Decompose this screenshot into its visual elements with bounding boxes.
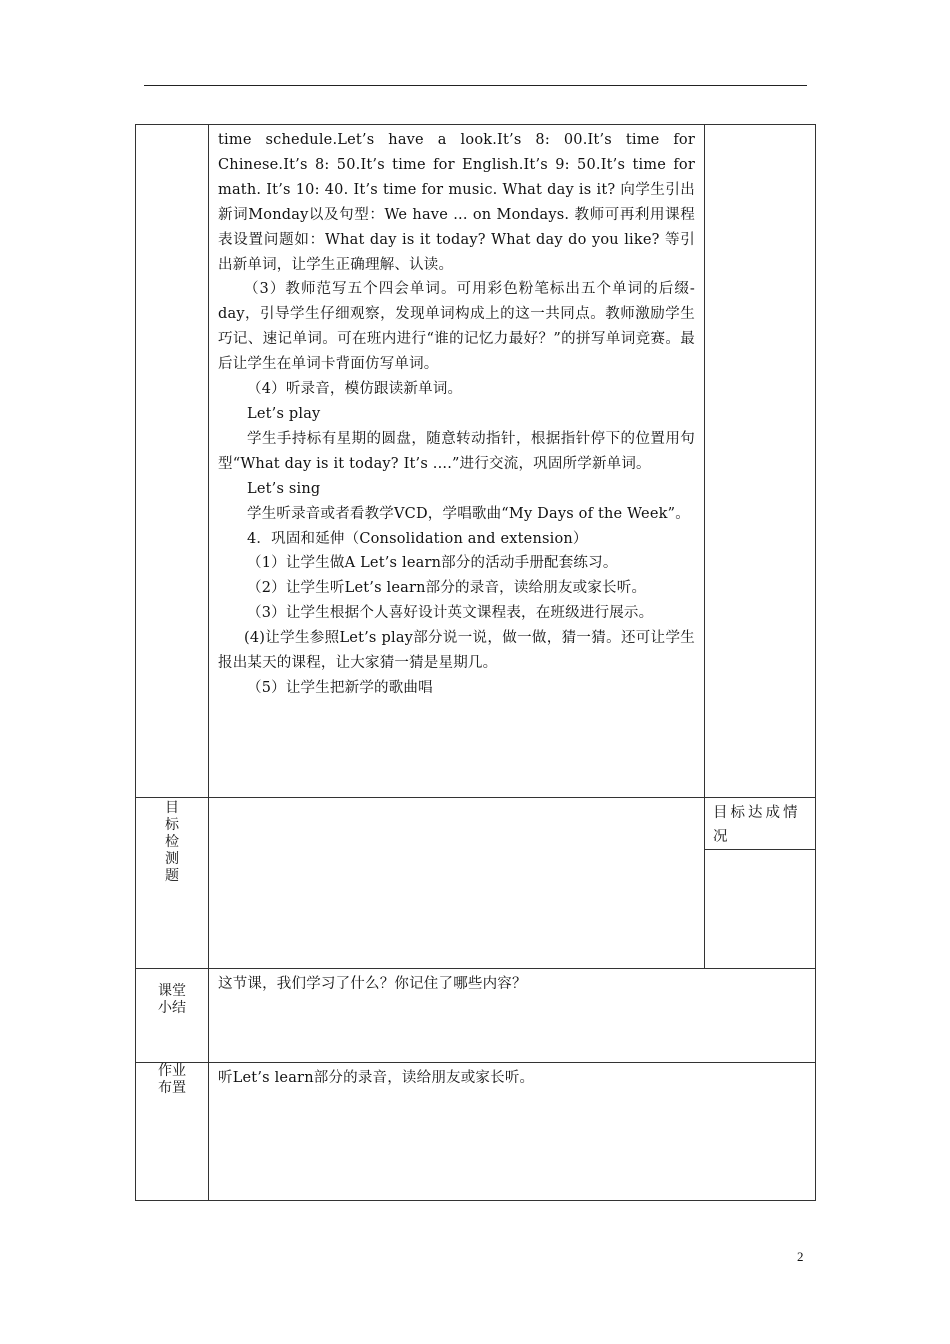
page-number: 2	[797, 1249, 804, 1264]
homework-cell	[209, 1063, 816, 1201]
teaching-process-cell	[209, 125, 705, 798]
consolidation-heading: 4．巩固和延伸（Consolidation and extension）	[247, 530, 588, 547]
teaching-process-notes-cell	[705, 125, 816, 798]
process-paragraph-7: 学生听录音或者看教学VCD，学唱歌曲“My Days of the Week”。	[247, 505, 690, 522]
summary-label-cell	[136, 969, 209, 1063]
target-test-label: 目标检测题	[165, 800, 179, 884]
target-test-label-cell	[136, 798, 209, 969]
process-paragraph-13: （5）让学生把新学的歌曲唱	[247, 679, 433, 696]
process-paragraph-5: 学生手持标有星期的圆盘，随意转动指针，根据指针停下的位置用句型“What day is it today? It’s ....”进行交流，巩固所学新单词。	[218, 430, 695, 472]
lets-sing-heading: Let’s sing	[247, 480, 321, 497]
summary-cell	[209, 969, 816, 1063]
homework-label: 作业布置	[158, 1063, 186, 1096]
homework-text: 听Let’s learn部分的录音，读给朋友或家长听。	[218, 1070, 535, 1086]
process-paragraph-2: （3）教师范写五个四会单词。可用彩色粉笔标出五个单词的后缀-day，引导学生仔细观察，发现单词构成上的这一共同点。教师激励学生巧记、速记单词。可在班内进行“谁的记忆力最好？”的拼写单词竞赛。最后让学生在单词卡背面仿写单词。	[218, 281, 695, 373]
lesson-plan-table	[135, 124, 816, 1201]
teaching-process-row	[136, 125, 816, 798]
summary-text: 这节课，我们学习了什么？你记住了哪些内容？	[218, 976, 527, 992]
teaching-process-content	[209, 125, 704, 701]
target-test-row	[136, 798, 816, 969]
process-paragraph-11: （3）让学生根据个人喜好设计英文课程表，在班级进行展示。	[247, 605, 654, 622]
summary-row	[136, 969, 816, 1063]
summary-label: 课堂小结	[158, 983, 186, 1016]
homework-row	[136, 1063, 816, 1201]
process-paragraph-1: time schedule.Let’s have a look.It’s 8: 00.It’s time for Chinese.It’s 8: 50.It’s time for English.It’s 9: 50.It’s time for math. It’s 10: 40. It’s time for music. What day is it? 向学生引出新词Monday以及句型：We have ... on Mondays. 教师可再利用课程表设置问题如：What day is it today? What day do you like? 等引出新单词，让学生正确理解、认读。	[218, 132, 695, 273]
target-status-cell	[705, 798, 816, 969]
process-paragraph-12: (4)让学生参照Let’s play部分说一说，做一做，猜一猜。还可让学生报出某天的课程，让大家猜一猜是星期几。	[218, 630, 695, 672]
target-status-label: 目标达成情况	[705, 798, 815, 850]
process-paragraph-3: （4）听录音，模仿跟读新单词。	[247, 381, 463, 398]
lets-play-heading: Let’s play	[247, 405, 321, 422]
process-paragraph-10: （2）让学生听Let’s learn部分的录音，读给朋友或家长听。	[247, 580, 647, 597]
process-paragraph-9: （1）让学生做A Let’s learn部分的活动手册配套练习。	[247, 555, 618, 572]
homework-label-cell	[136, 1063, 209, 1201]
header-rule	[144, 85, 807, 86]
teaching-process-label-cell	[136, 125, 209, 798]
target-test-cell	[209, 798, 705, 969]
